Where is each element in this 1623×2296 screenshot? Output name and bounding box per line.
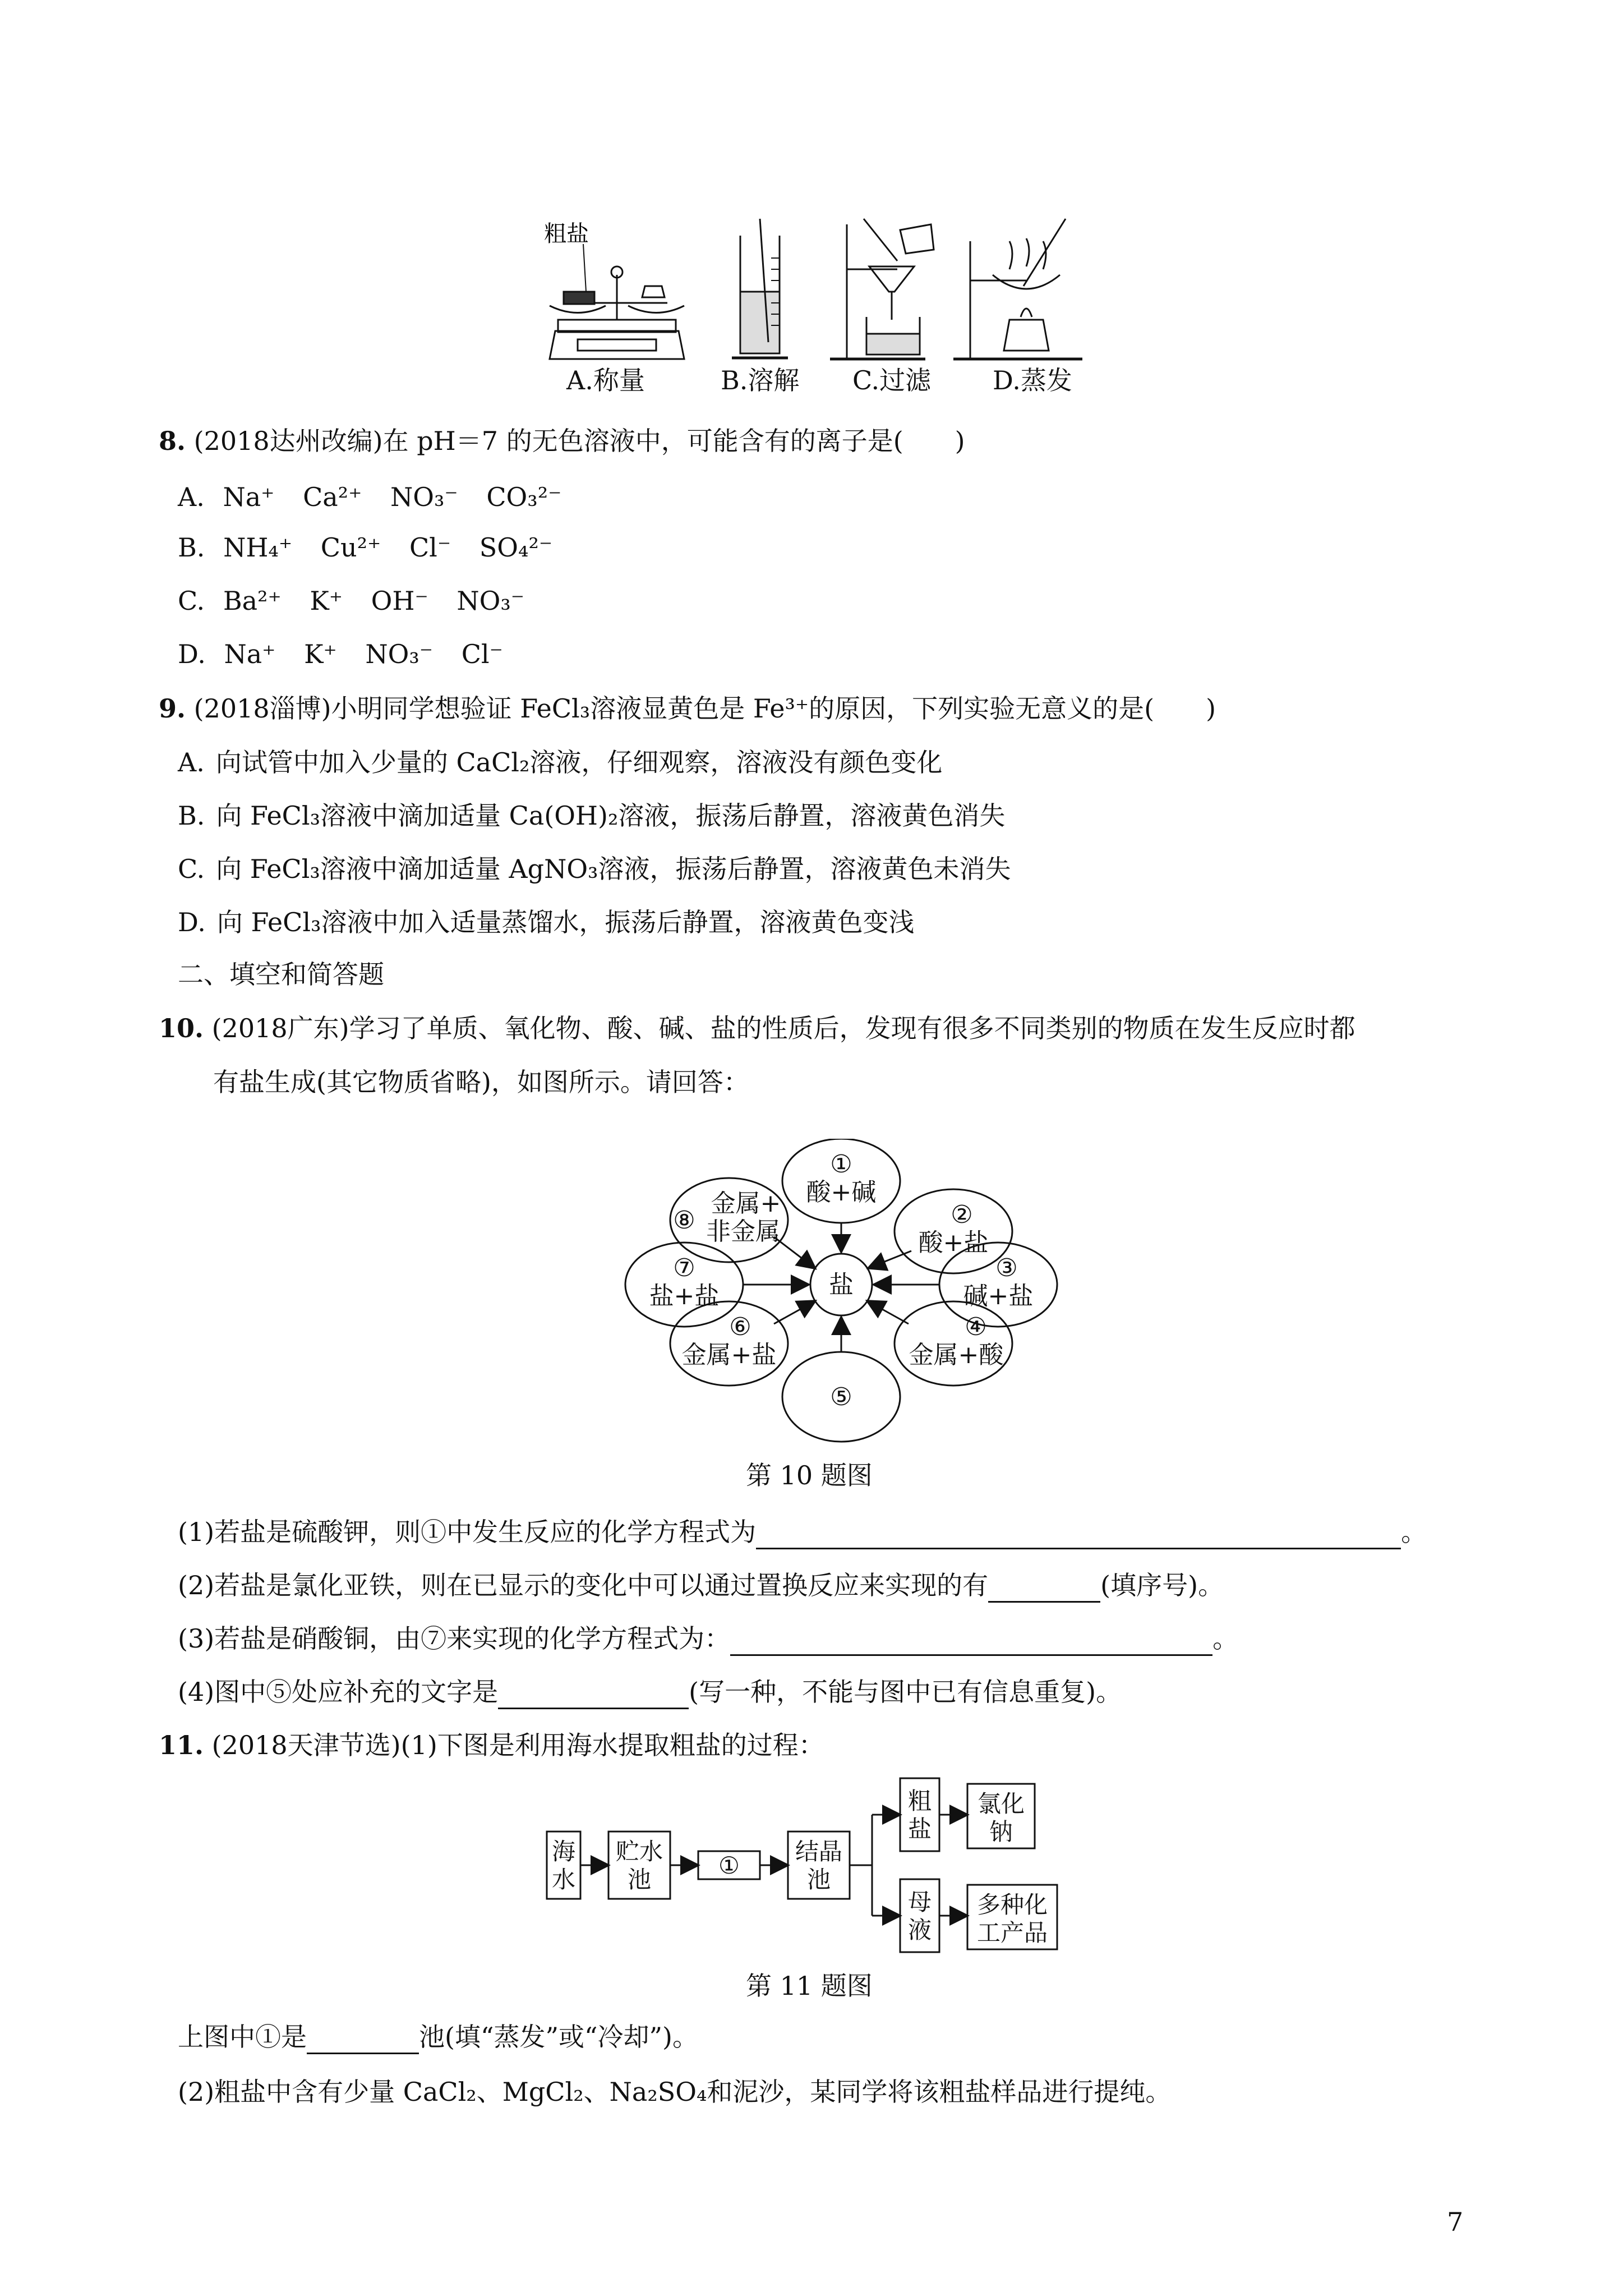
q8-number: 8. [159, 426, 186, 456]
caption-d: D.蒸发 [993, 365, 1072, 395]
svg-text:海: 海 [551, 1838, 576, 1865]
node-8-text1: 金属+ [711, 1189, 781, 1218]
q8-option-b: B. NH₄⁺ Cu²⁺ Cl⁻ SO₄²⁻ [178, 532, 553, 563]
node-6-text: 金属+盐 [681, 1341, 777, 1369]
q11-stem [159, 1728, 824, 1763]
q8-stem [159, 424, 965, 458]
svg-text:液: 液 [907, 1916, 932, 1944]
q10-diagram-svg [606, 1139, 1077, 1453]
svg-text:结晶: 结晶 [795, 1838, 843, 1865]
q9-number: 9. [159, 693, 186, 724]
evaporation-icon [953, 219, 1082, 359]
q10-sub2: (2)若盐是氯化亚铁，则在已显示的变化中可以通过置换反应来实现的有 (填序号)。 [178, 1568, 1224, 1603]
answer-blank-3[interactable] [730, 1630, 1212, 1656]
q11-flow-svg [533, 1775, 1094, 1955]
section-heading: 二、填空和简答题 [178, 959, 384, 990]
q10-sub4: (4)图中⑤处应补充的文字是 (写一种，不能与图中已有信息重复)。 [178, 1674, 1122, 1709]
caption-b: B.溶解 [721, 365, 800, 395]
node-5-num: ⑤ [830, 1383, 852, 1411]
node-8-text2: 非金属 [706, 1217, 780, 1246]
balance-icon [550, 266, 684, 359]
node-1-num: ① [830, 1150, 852, 1179]
node-4-text: 金属+酸 [909, 1341, 1004, 1369]
q9-stem [159, 691, 1216, 726]
svg-text:贮水: 贮水 [615, 1838, 663, 1865]
q8-stem-text: (2018达州改编)在 pH＝7 的无色溶液中，可能含有的离子是( ) [193, 426, 965, 456]
svg-text:①: ① [718, 1852, 740, 1879]
q9-option-b: B. 向 FeCl₃溶液中滴加适量 Ca(OH)₂溶液，振荡后静置，溶液黄色消失 [178, 800, 1006, 831]
node-1-text: 酸+碱 [806, 1178, 877, 1207]
svg-text:池: 池 [627, 1866, 652, 1893]
q10-stem-line1 [159, 1011, 1355, 1046]
answer-blank-1[interactable] [756, 1523, 1401, 1549]
filtration-icon [830, 219, 934, 359]
q9-option-d: D. 向 FeCl₃溶液中加入适量蒸馏水，振荡后静置，溶液黄色变浅 [178, 907, 915, 937]
answer-blank-2[interactable] [988, 1576, 1100, 1603]
apparatus-drawing [533, 208, 1105, 365]
node-3-num: ③ [995, 1254, 1018, 1282]
crude-salt-label: 粗盐 [544, 221, 589, 247]
q8-option-c: C. Ba²⁺ K⁺ OH⁻ NO₃⁻ [178, 586, 525, 616]
svg-text:粗: 粗 [907, 1787, 932, 1815]
svg-text:水: 水 [551, 1866, 576, 1893]
node-2-num: ② [951, 1200, 973, 1229]
q9-stem-text: (2018淄博)小明同学想验证 FeCl₃溶液显黄色是 Fe³⁺的原因，下列实验无意义的是( ) [193, 693, 1216, 724]
node-6-num: ⑥ [729, 1313, 751, 1341]
svg-text:工产品: 工产品 [976, 1919, 1048, 1947]
svg-text:母: 母 [907, 1888, 932, 1916]
svg-text:盐: 盐 [907, 1815, 932, 1843]
node-8-num: ⑧ [673, 1206, 695, 1235]
caption-a: A.称量 [566, 365, 645, 395]
center-label: 盐 [829, 1271, 854, 1299]
q11-caption: 第 11 题图 [746, 1971, 873, 2001]
q8-option-a: A. Na⁺ Ca²⁺ NO₃⁻ CO₃²⁻ [178, 482, 562, 512]
q8-option-d: D. Na⁺ K⁺ NO₃⁻ Cl⁻ [178, 639, 503, 669]
q10-stem-text-1: (2018广东)学习了单质、氧化物、酸、碱、盐的性质后，发现有很多不同类别的物质在发生反应时都 [211, 1013, 1355, 1043]
q10-diagram [606, 1139, 1077, 1453]
q10-caption: 第 10 题图 [746, 1460, 873, 1490]
svg-text:氯化: 氯化 [977, 1790, 1025, 1818]
q11-stem-text: (2018天津节选)(1)下图是利用海水提取粗盐的过程： [211, 1730, 824, 1760]
svg-text:多种化: 多种化 [976, 1891, 1048, 1918]
svg-text:钠: 钠 [989, 1818, 1013, 1846]
q11-number: 11. [159, 1730, 204, 1760]
q10-sub3: (3)若盐是硝酸铜，由⑦来实现的化学方程式为： 。 [178, 1621, 1238, 1656]
apparatus-figure [533, 208, 1105, 421]
node-7-text: 盐+盐 [649, 1282, 720, 1310]
answer-blank-4[interactable] [498, 1683, 689, 1709]
answer-blank-5[interactable] [307, 2028, 419, 2054]
q10-number: 10. [159, 1013, 204, 1043]
q9-option-c: C. 向 FeCl₃溶液中滴加适量 AgNO₃溶液，振荡后静置，溶液黄色未消失 [178, 854, 1011, 884]
node-3-text: 碱+盐 [963, 1282, 1034, 1310]
svg-text:池: 池 [806, 1866, 831, 1893]
q11-sub1: 上图中①是 池(填“蒸发”或“冷却”)。 [178, 2019, 698, 2054]
q10-stem-line2: 有盐生成(其它物质省略)，如图所示。请回答： [213, 1067, 749, 1097]
q11-sub2: (2)粗盐中含有少量 CaCl₂、MgCl₂、Na₂SO₄和泥沙，某同学将该粗盐样品进行提纯。 [178, 2077, 1172, 2107]
cylinder-icon [732, 219, 788, 358]
page-number: 7 [1447, 2207, 1464, 2237]
caption-c: C.过滤 [852, 365, 932, 395]
node-2-text: 酸+盐 [918, 1228, 989, 1257]
node-4-num: ④ [965, 1313, 987, 1341]
q9-option-a: A. 向试管中加入少量的 CaCl₂溶液，仔细观察，溶液没有颜色变化 [178, 747, 943, 777]
node-7-num: ⑦ [673, 1254, 695, 1282]
q11-flow-diagram [533, 1775, 1094, 1955]
q10-sub1: (1)若盐是硫酸钾，则①中发生反应的化学方程式为 。 [178, 1515, 1427, 1549]
